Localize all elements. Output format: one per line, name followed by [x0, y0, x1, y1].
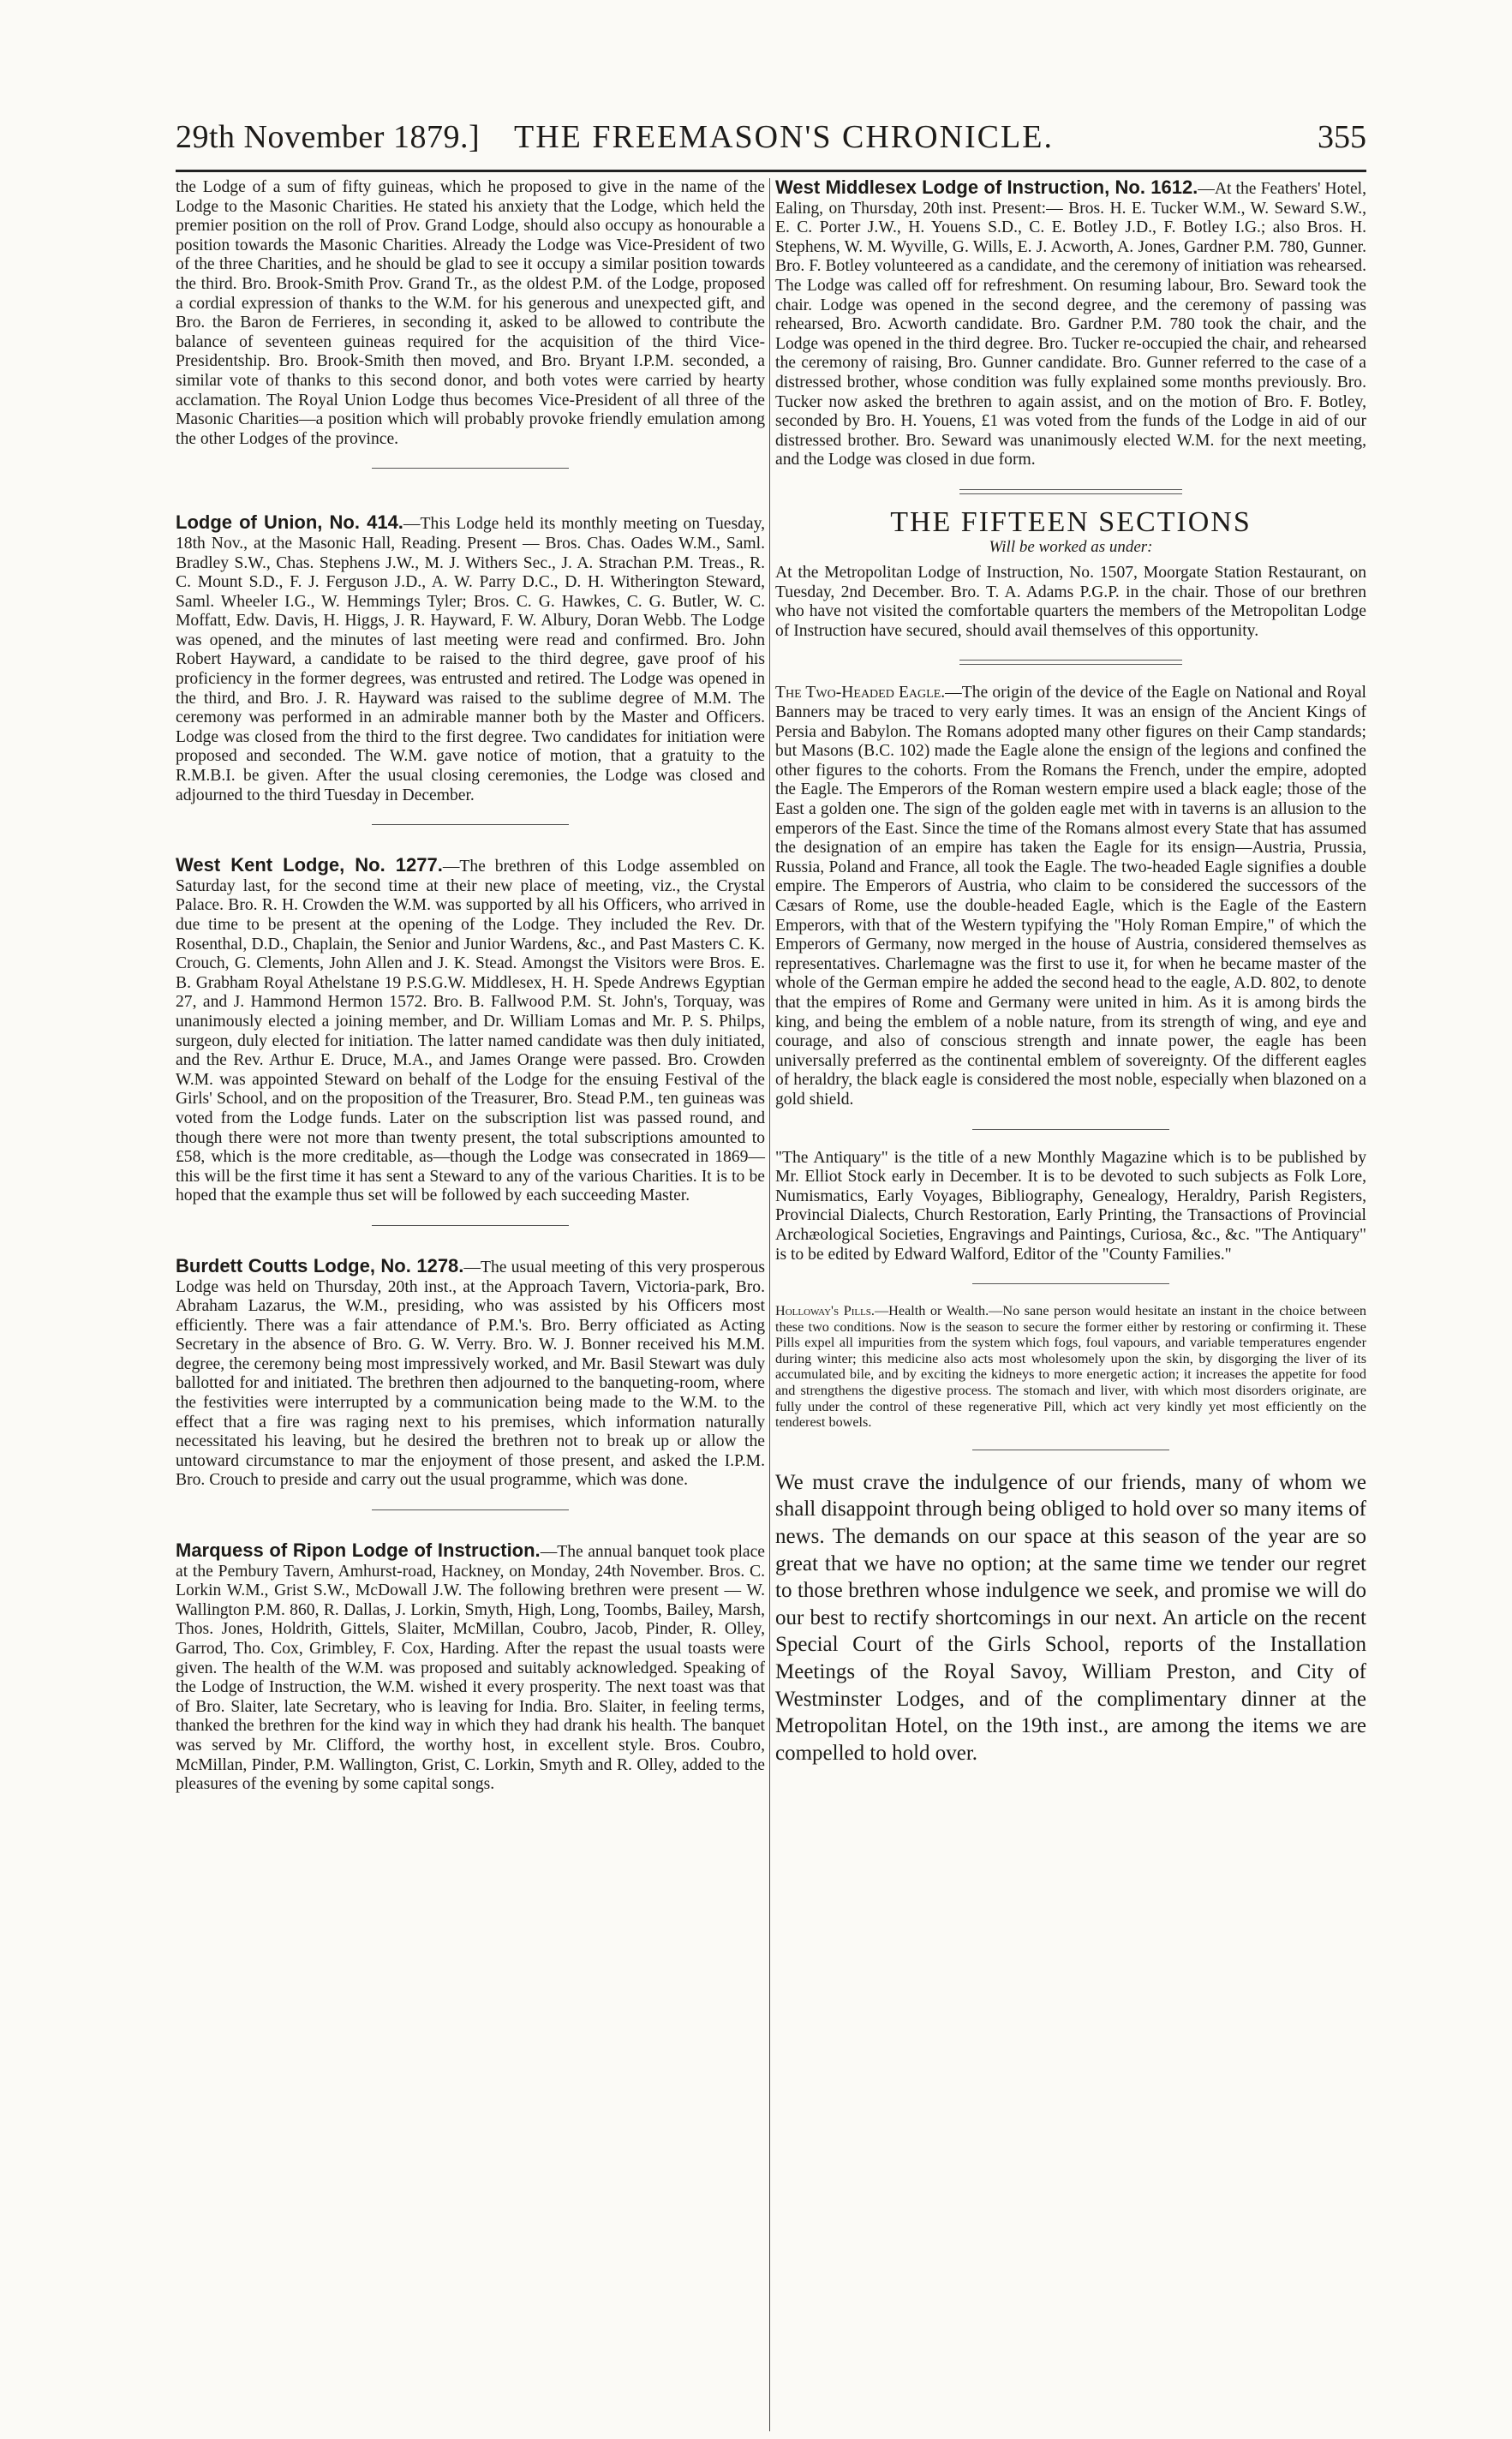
- separator: [972, 1129, 1169, 1130]
- union-lodge-heading: Lodge of Union, No. 414.: [176, 511, 403, 534]
- column-divider: [769, 178, 770, 2431]
- west-middlesex-text: —At the Feathers' Hotel, Ealing, on Thursday, 20th inst. Present:— Bros. H. E. Tucker W.M., W. Seward S.W., E. C. Porter J.W., H. Youens S.D., C. E. Botley J.D., F. Botley I.G.; also Bros. H. Stephens, W. M. Wyville, G. Wills, E. J. Acworth, A. Jones, Gardner P.M. 780, Gunner. Bro. F. Botley volunteered as a candidate, and the ceremony of initiation was rehearsed. The Lodge was called off for refreshment. On resuming labour, Bro. Seward took the chair. Lodge was opened in the second degree, and the ceremony of passing was rehearsed, Bro. Acworth candidate. Bro. Gardner P.M. 780 took the chair, and the Lodge was opened in the third degree. Bro. Tucker re-occupied the chair, and rehearsed the ceremony of raising, Bro. Gunner candidate. Bro. Gunner referred to the case of a distressed brother, whose condition was fully explained some months previously. Bro. Tucker now asked the brethren to again assist, and on the motion of Bro. F. Botley, seconded by Bro. H. Youens, £1 was voted from the funds of the Lodge in aid of our distressed brother. Bro. Seward was unanimously elected W.M. for the next meeting, and the Lodge was closed in due form.: [775, 180, 1366, 469]
- ripon-article: [176, 1541, 765, 1795]
- issue-date: 29th November 1879.]: [176, 119, 481, 155]
- west-kent-text: —The brethren of this Lodge assembled on Saturday last, for the second time at their new place of meeting, viz., the Crystal Palace. Bro. R. H. Crowden the W.M. was supported by all his Officers, who arrived in due time to be present at the opening of the Lodge. They included the Rev. Dr. Rosenthal, D.D., Chaplain, the Senior and Junior Wardens, &c., and Past Masters C. K. Crouch, G. Clements, John Allen and J. K. Stead. Amongst the Visitors were Bros. E. B. Grabham Royal Athelstane 19 P.S.G.W. Middlesex, H. H. Spede Andrews Egyptian 27, and J. Hammond Hermon 1572. Bro. B. Fallwood P.M. St. John's, Torquay, was unanimously elected a joining member, and Dr. William Lomas and Mr. P. S. Philps, surgeon, duly elected for initiation. The latter named candidate was then duly initiated, and the Rev. Arthur E. Druce, M.A., and James Orange were passed. Bro. Crowden W.M. was appointed Steward on behalf of the Lodge for the ensuing Festival of the Girls' School, and on the proposition of the Treasurer, Bro. Stead P.M., ten guineas was voted from the Lodge funds. Later on the subscription list was passed round, and though there were not more than twenty present, the total subscriptions amounted to £58, which is the more creditable, as—though the Lodge was consecrated in 1869—this will be the first time it has sent a Steward to any of the various Charities. It is to be hoped that the example thus set will be followed by each succeeding Master.: [176, 858, 765, 1205]
- burdett-coutts-article: [176, 1254, 765, 1491]
- separator: [372, 1225, 569, 1226]
- header-rule: [176, 170, 1366, 172]
- editor-notice: We must crave the indulgence of our friends, many of whom we shall disappoint through being obliged to hold over so many items of news. The demands on our space at this season of the year are so great that we have no option; at the same time we tender our regret to those brethren whose indulgence we seek, and promise we will do our best to rectify shortcomings in our next. An article on the recent Special Court of the Girls School, reports of the Installation Meetings of the Royal Savoy, William Preston, and City of Westminster Lodges, and of the complimentary dinner at the Metropolitan Hotel, on the 19th inst., are among the items we are compelled to hold over.: [775, 1470, 1366, 1765]
- union-lodge-article: [176, 513, 765, 805]
- double-separator: [959, 660, 1182, 665]
- eagle-heading: The Two-Headed Eagle.: [775, 684, 946, 702]
- separator: [372, 824, 569, 825]
- west-middlesex-heading: West Middlesex Lodge of Instruction, No. 1612.: [775, 176, 1198, 198]
- separator: [972, 1283, 1169, 1284]
- eagle-text: —The origin of the device of the Eagle on National and Royal Banners may be traced to very early times. It was an ensign of the Ancient Kings of Persia and Babylon. The Romans adopted many other figures on their Camp standards; but Masons (B.C. 102) made the Eagle alone the ensign of the legions and confined the other figures to the cohorts. From the Romans the French, under the empire, adopted the Eagle. The Emperors of the Roman western empire used a black eagle; those of the East a golden one. The sign of the golden eagle met with in taverns is an allusion to the emperors of the East. Since the time of the Romans almost every State that has assumed the designation of an empire has taken the Eagle for its ensign—Austria, Prussia, Russia, Poland and France, all took the Eagle. The two-headed Eagle signifies a double empire. The Emperors of Austria, who claim to be considered the successors of the Cæsars of Rome, use the double-headed Eagle, which is the Eagle of the Eastern Emperors, with that of the Western typifying the "Holy Roman Empire," of which the Emperors of Germany, now merged in the house of Austria, considered themselves as representatives. Charlemagne was the first to use it, for when he became master of the whole of the German empire he added the second head to the eagle, A.D. 802, to denote that the empires of Rome and Germany were united in him. As it is among birds the king, and being the emblem of a noble nature, from its strength of wing, and eye and courage, and also of conscious strength and innate power, the eagle has been universally preferred as the continental emblem of sovereignty. Of the different eagles of heraldry, the black eagle is considered the most noble, especially when blazoned on a gold shield.: [775, 684, 1366, 1109]
- west-middlesex-article: [775, 178, 1366, 470]
- union-lodge-text: —This Lodge held its monthly meeting on Tuesday, 18th Nov., at the Masonic Hall, Reading. Present — Bros. Chas. Oades W.M., Saml. Bradley S.W., Chas. Stephens J.W., M. J. Withers Sec., J. A. Strachan P.M. Treas., R. C. Mount S.D., F. J. Ferguson J.D., A. W. Parry D.C., D. H. Witherington Steward, Saml. Wheeler I.G., W. Hemmings Tyler; Bros. C. G. Hawkes, C. G. Butler, W. C. Moffatt, Edw. Davis, H. Higgs, J. R. Hayward, F. W. Albury, Doran Webb. The Lodge was opened, and the minutes of last meeting were read and confirmed. Bro. John Robert Hayward, a candidate to be raised to the third degree, gave proof of his proficiency in the former degrees, was entrusted and retired. The Lodge was opened in the third, and Bro. J. R. Hayward was raised to the sublime degree of M.M. The ceremony was performed in an admirable manner both by the Master and Officers. Lodge was closed from the third to the first degree. Two candidates for initiation were proposed and seconded. The W.M. gave notice of motion, that a gratuity to the R.M.B.I. be given. After the usual closing ceremonies, the Lodge was closed and adjourned to the third Tuesday in December.: [176, 515, 765, 804]
- publication-title: THE FREEMASON'S CHRONICLE.: [514, 119, 1054, 155]
- separator: [372, 468, 569, 469]
- fifteen-sections-title: THE FIFTEEN SECTIONS: [890, 505, 1252, 538]
- holloway-text: —Health or Wealth.—No sane person would hesitate an instant in the choice between these two conditions. Now is the season to secure the former either by restoring or confirming it. These Pills expel all impurities from the system which fogs, foul vapours, and variable temperatures engender during winter; this medicine also acts most wholesomely upon the skin, by disgorging the liver of its accumulated bile, and by exciting the kidneys to more energetic action; it increases the appetite for food and strengthens the digestive process. The stomach and liver, with which most disorders originate, are fully under the control of these regenerative Pill, which act very kindly yet most efficiently on the tenderest bowels.: [775, 1303, 1366, 1431]
- double-separator: [959, 489, 1182, 494]
- eagle-article: [775, 684, 1366, 1109]
- antiquary-notice: "The Antiquary" is the title of a new Monthly Magazine which is to be published by Mr. Elliot Stock early in December. It is to be devoted to such subjects as Folk Lore, Numismatics, Early Voyages, Bibliography, Genealogy, Heraldry, Parish Registers, Provincial Dialects, Church Restoration, Early Printing, the Transactions of Provincial Archæological Societies, Engravings and Paintings, Curiosa, &c., &c. "The Antiquary" is to be edited by Edward Walford, Editor of the "County Families.": [775, 1148, 1366, 1264]
- west-kent-article: [176, 856, 765, 1206]
- page-number: 355: [1318, 119, 1366, 155]
- west-kent-heading: West Kent Lodge, No. 1277.: [176, 854, 443, 876]
- right-column: [775, 178, 1366, 1766]
- fifteen-sections-subtitle: Will be worked as under:: [989, 537, 1153, 556]
- holloway-advert: [775, 1303, 1366, 1431]
- left-column: [176, 178, 765, 1795]
- holloway-heading: Holloway's Pills.: [775, 1303, 875, 1319]
- page-header: [176, 113, 1366, 164]
- burdett-coutts-heading: Burdett Coutts Lodge, No. 1278.: [176, 1254, 464, 1276]
- ripon-heading: Marquess of Ripon Lodge of Instruction.: [176, 1539, 541, 1562]
- separator: [372, 1509, 569, 1510]
- ripon-text: —The annual banquet took place at the Pembury Tavern, Amhurst-road, Hackney, on Monday, 24th November. Bros. C. Lorkin W.M., Grist S.W., McDowall J.W. The following brethren were present — W. Wallington P.M. 860, R. Dallas, J. Lorkin, Smyth, High, Long, Toombs, Bailey, Marsh, Thos. Jones, Holdrith, Gittels, Slaiter, McMillan, Coubro, Jacob, Pinder, R. Olley, Garrod, Tho. Cox, Grimbley, F. Cox, Harding. After the repast the usual toasts were given. The health of the W.M. was proposed and suitably acknowledged. Speaking of the Lodge of Instruction, the W.M. wished it every prosperity. The next toast was that of Bro. Slaiter, late Secretary, who is leaving for India. Bro. Slaiter, in feeling terms, thanked the brethren for the kind way in which they had drank his health. The banquet was served by Mr. Clifford, the worthy host, in excellent style. Bros. Coubro, McMillan, Pinder, P.M. Wallington, Grist, C. Lorkin, Smyth and R. Olley, added to the pleasures of the evening by some capital songs.: [176, 1543, 765, 1794]
- fifteen-sections-text: At the Metropolitan Lodge of Instruction, No. 1507, Moorgate Station Restaurant, on Tuesday, 2nd December. Bro. T. A. Adams P.G.P. in the chair. Those of our brethren who have not visited the comfortable quarters the members of the Metropolitan Lodge of Instruction have secured, should avail themselves of this opportunity.: [775, 564, 1366, 640]
- burdett-coutts-text: —The usual meeting of this very prosperous Lodge was held on Thursday, 20th inst., at the Approach Tavern, Victoria-park, Bro. Abraham Lazarus, the W.M., presiding, who was assisted by his Officers most efficiently. There was a fair attendance of P.M.'s. Bro. Berry officiated as Acting Secretary in the absence of Bro. G. W. Verry. Bro. W. J. Bonner received his M.M. degree, the ceremony being most impressively worked, and Mr. Basil Stewart was duly ballotted for and initiated. The brethren then adjourned to the banqueting-room, where the festivities were interrupted by a communication being made to the W.M. to the effect that a fire was raging next to his premises, which information naturally necessitated his leaving, but he desired the brethren not to break up or allow the untoward circumstance to mar the enjoyment of those present, and asked the I.P.M. Bro. Crouch to preside and carry out the usual programme, which was done.: [176, 1258, 765, 1490]
- royal-union-paragraph: the Lodge of a sum of fifty guineas, which he proposed to give in the name of the Lodge to the Masonic Charities. He stated his anxiety that the Lodge, which held the premier position on the roll of Prov. Grand Lodge, should also occupy as honourable a position towards the Masonic Charities. Already the Lodge was Vice-President of two of the three Charities, and he should be glad to see it occupy a similar position towards the third. Bro. Brook-Smith Prov. Grand Tr., as the oldest P.M. of the Lodge, proposed a cordial expression of thanks to the W.M. for his generous and unexpected gift, and Bro. the Baron de Ferrieres, in seconding it, asked to be allowed to contribute the balance of seventeen guineas required for the acquisition of the third Vice-Presidentship. Bro. Brook-Smith then moved, and Bro. Bryant I.P.M. seconded, a similar vote of thanks to this second donor, and both votes were carried by hearty acclamation. The Royal Union Lodge thus becomes Vice-President of all three of the Masonic Charities—a position which will probably provoke friendly emulation among the other Lodges of the province.: [176, 178, 765, 448]
